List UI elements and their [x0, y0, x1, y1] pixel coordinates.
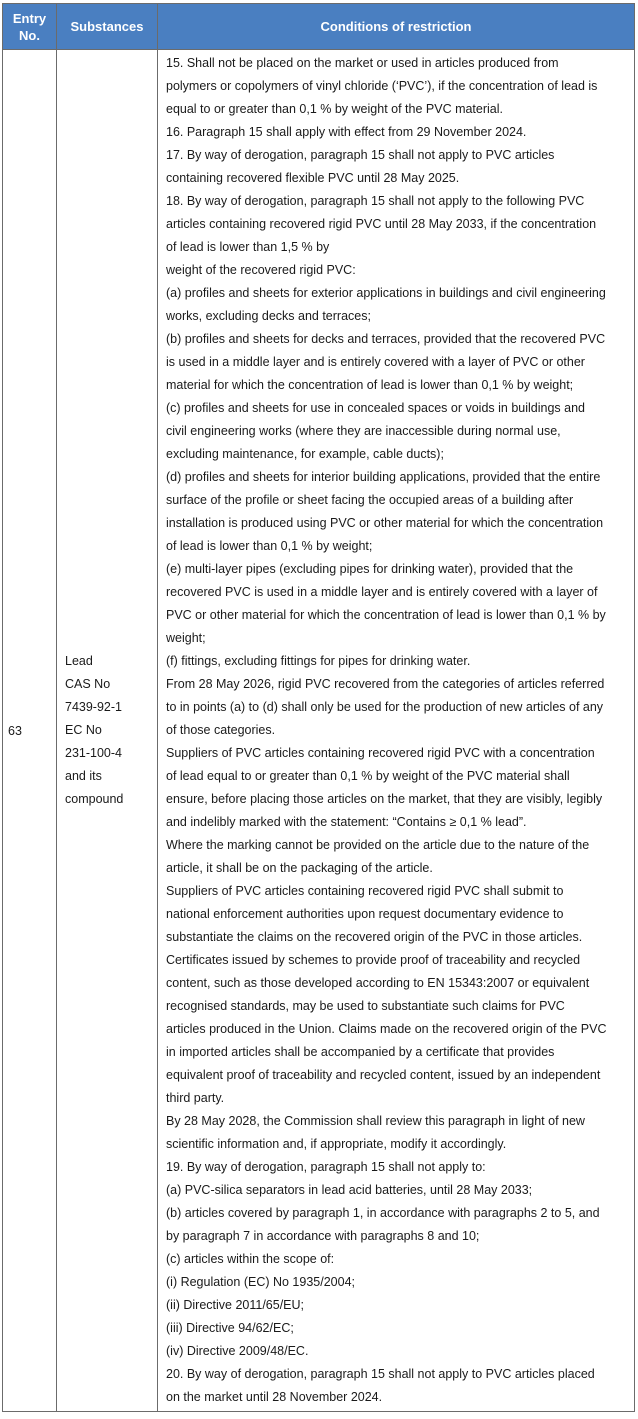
- condition-line: (ii) Directive 2011/65/EU;: [166, 1298, 305, 1312]
- condition-line: 15. Shall not be placed on the market or used in articles produced from: [166, 56, 559, 70]
- condition-line: 18. By way of derogation, paragraph 15 shall not apply to the following PVC: [166, 194, 585, 208]
- condition-line: (b) articles covered by paragraph 1, in accordance with paragraphs 2 to 5, and: [166, 1206, 600, 1220]
- condition-line: of lead is lower than 1,5 % by: [166, 240, 330, 254]
- condition-line: 19. By way of derogation, paragraph 15 shall not apply to:: [166, 1160, 486, 1174]
- condition-line: national enforcement authorities upon request documentary evidence to: [166, 907, 564, 921]
- condition-line: articles containing recovered rigid PVC until 28 May 2033, if the concentration: [166, 217, 597, 231]
- condition-line: works, excluding decks and terraces;: [166, 309, 371, 323]
- conditions-header: Conditions of restriction: [158, 4, 635, 50]
- header-row: [3, 4, 635, 50]
- condition-line: of lead equal to or greater than 0,1 % by weight of the PVC material shall: [166, 769, 570, 783]
- condition-line: containing recovered flexible PVC until 28 May 2025.: [166, 171, 460, 185]
- condition-line: (i) Regulation (EC) No 1935/2004;: [166, 1275, 355, 1289]
- condition-line: 17. By way of derogation, paragraph 15 shall not apply to PVC articles: [166, 148, 555, 162]
- condition-line: Certificates issued by schemes to provide proof of traceability and recycled: [166, 953, 581, 967]
- condition-line: substantiate the claims on the recovered origin of the PVC in those articles.: [166, 930, 583, 944]
- condition-line: article, it shall be on the packaging of the article.: [166, 861, 433, 875]
- condition-line: (f) fittings, excluding fittings for pipes for drinking water.: [166, 654, 471, 668]
- condition-line: ensure, before placing those articles on the market, that they are visibly, legibly: [166, 792, 603, 806]
- condition-line: (iv) Directive 2009/48/EC.: [166, 1344, 309, 1358]
- substance-cell: [57, 50, 158, 1412]
- condition-line: articles produced in the Union. Claims made on the recovered origin of the PVC: [166, 1022, 607, 1036]
- substance-line: 7439-92-1: [65, 700, 122, 714]
- condition-line: 16. Paragraph 15 shall apply with effect from 29 November 2024.: [166, 125, 527, 139]
- condition-line: From 28 May 2026, rigid PVC recovered from the categories of articles referred: [166, 677, 605, 691]
- condition-line: to in points (a) to (d) shall only be used for the production of new articles of any: [166, 700, 604, 714]
- condition-line: (c) articles within the scope of:: [166, 1252, 335, 1266]
- condition-line: excluding maintenance, for example, cable ducts);: [166, 447, 444, 461]
- condition-line: polymers or copolymers of vinyl chloride (‘PVC’), if the concentration of lead is: [166, 79, 598, 93]
- condition-line: on the market until 28 November 2024.: [166, 1390, 383, 1404]
- condition-line: material for which the concentration of lead is lower than 0,1 % by weight;: [166, 378, 574, 392]
- condition-line: installation is produced using PVC or other material for which the concentration: [166, 516, 604, 530]
- condition-line: (a) PVC-silica separators in lead acid batteries, until 28 May 2033;: [166, 1183, 533, 1197]
- condition-line: (e) multi-layer pipes (excluding pipes for drinking water), provided that the: [166, 562, 574, 576]
- entry-number: 63: [3, 50, 57, 1412]
- condition-line: of those categories.: [166, 723, 276, 737]
- conditions-cell: [158, 50, 635, 1412]
- condition-line: civil engineering works (where they are inaccessible during normal use,: [166, 424, 561, 438]
- substance-line: EC No: [65, 723, 102, 737]
- condition-line: equal to or greater than 0,1 % by weight of the PVC material.: [166, 102, 503, 116]
- substances-header: Substances: [57, 4, 158, 50]
- entry-no-header: [3, 4, 57, 50]
- condition-line: 20. By way of derogation, paragraph 15 shall not apply to PVC articles placed: [166, 1367, 595, 1381]
- condition-line: (c) profiles and sheets for use in concealed spaces or voids in buildings and: [166, 401, 585, 415]
- condition-line: and indelibly marked with the statement: “Contains ≥ 0,1 % lead”.: [166, 815, 527, 829]
- entry-header-line: Entry: [12, 10, 47, 26]
- condition-line: (b) profiles and sheets for decks and terraces, provided that the recovered PVC: [166, 332, 606, 346]
- condition-line: is used in a middle layer and is entirely covered with a layer of PVC or other: [166, 355, 585, 369]
- condition-line: content, such as those developed according to EN 15343:2007 or equivalent: [166, 976, 590, 990]
- condition-line: Where the marking cannot be provided on the article due to the nature of the: [166, 838, 590, 852]
- condition-line: (d) profiles and sheets for interior building applications, provided that the entire: [166, 470, 601, 484]
- condition-line: scientific information and, if appropriate, modify it accordingly.: [166, 1137, 507, 1151]
- condition-line: third party.: [166, 1091, 225, 1105]
- condition-line: recovered PVC is used in a middle layer and is entirely covered with a layer of: [166, 585, 598, 599]
- condition-line: in imported articles shall be accompanied by a certificate that provides: [166, 1045, 555, 1059]
- condition-line: Suppliers of PVC articles containing recovered rigid PVC shall submit to: [166, 884, 564, 898]
- condition-line: weight of the recovered rigid PVC:: [166, 263, 356, 277]
- no-header-line: No.: [19, 27, 40, 43]
- restriction-table: [2, 3, 635, 1412]
- condition-line: PVC or other material for which the concentration of lead is lower than 0,1 % by: [166, 608, 606, 622]
- condition-line: surface of the profile or sheet facing the occupied areas of a building after: [166, 493, 574, 507]
- substance-line: CAS No: [65, 677, 111, 691]
- condition-line: Suppliers of PVC articles containing recovered rigid PVC with a concentration: [166, 746, 595, 760]
- substance-line: compound: [65, 792, 124, 806]
- condition-line: (iii) Directive 94/62/EC;: [166, 1321, 294, 1335]
- entry-row: [3, 50, 635, 1412]
- substance-line: Lead: [65, 654, 93, 668]
- condition-line: recognised standards, may be used to substantiate such claims for PVC: [166, 999, 565, 1013]
- condition-line: By 28 May 2028, the Commission shall review this paragraph in light of new: [166, 1114, 585, 1128]
- substance-line: and its: [65, 769, 102, 783]
- condition-line: of lead is lower than 0,1 % by weight;: [166, 539, 373, 553]
- condition-line: by paragraph 7 in accordance with paragraphs 8 and 10;: [166, 1229, 480, 1243]
- condition-line: equivalent proof of traceability and recycled content, issued by an independent: [166, 1068, 601, 1082]
- substance-line: 231-100-4: [65, 746, 122, 760]
- condition-line: (a) profiles and sheets for exterior applications in buildings and civil engineering: [166, 286, 606, 300]
- condition-line: weight;: [166, 631, 206, 645]
